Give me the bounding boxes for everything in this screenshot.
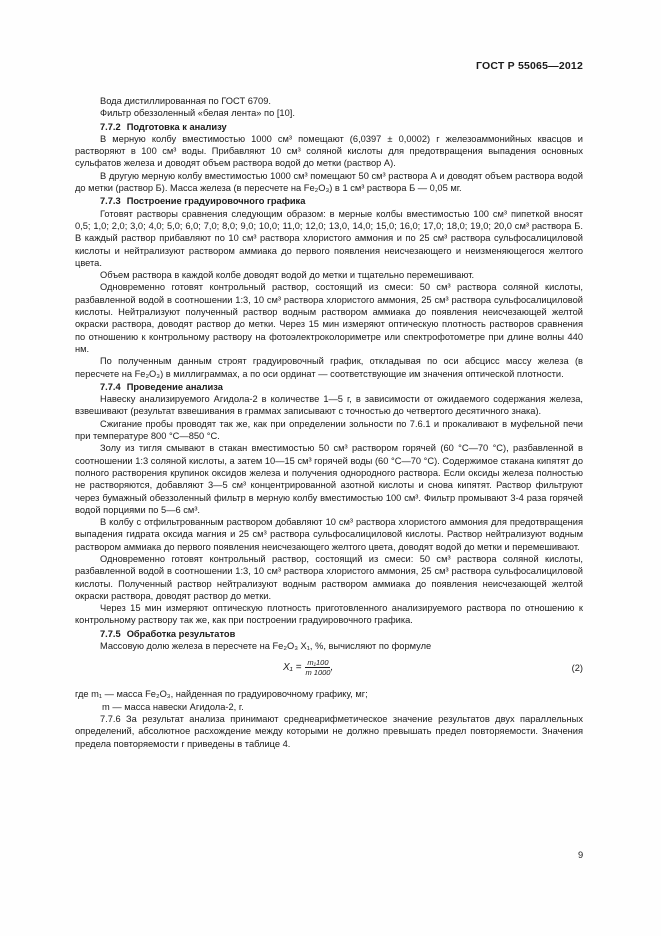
paragraph: По полученным данным строят градуировочный график, откладывая по оси абсцисс массу железа (в пересчете на Fe₂O₃) в миллиграммах, а по оси ординат — соответствующие им значения оптической плотности. [75, 356, 583, 379]
formula-numerator: m₁100 [307, 658, 329, 668]
paragraph: Фильтр обеззоленный «белая лента» по [10]. [100, 108, 295, 119]
paragraph: Готовят растворы сравнения следующим образом: в мерные колбы вместимостью 100 см³ пипеткой вносят 0,5; 1,0; 2,0; 3,0; 4,0; 5,0; 6,0; 7,0; 8,0; 9,0; 10,0; 11,0; 12,0; 13,0, 14,0; 15,0; 16,0; 17,0; 18,0; 19,0; 20,0 см³ раствора Б. В каждый раствор прибавляют по 10 см³ раствора хлористого аммония и по 25 см³ раствора сульфосалициловой кислоты и нейтрализуют раствором аммиака до первого появления неисчезающего и неизменяющегося желтого цвета. [75, 208, 583, 268]
variable-definitions [75, 688, 583, 713]
paragraph: Одновременно готовят контрольный раствор, состоящий из смеси: 50 см³ раствора соляной кислоты, разбавленной водой в соотношении 1:3, 10 см³ раствора хлористого аммония, 25 см³ раствора сульфосалициловой кислоты. Полученный раствор нейтрализуют водным раствором аммиака до появления неисчезающей желтой окраски раствора, доводят раствор до метки. [75, 553, 583, 601]
formula-punctuation: , [330, 661, 334, 673]
definition-line: где m₁ — масса Fe₂O₃, найденная по градуировочному графику, мг; [75, 689, 368, 700]
section-number: 7.7.4 [100, 381, 121, 392]
formula-lhs: X₁ = [283, 661, 302, 673]
standard-header: ГОСТ Р 55065—2012 [475, 60, 583, 72]
section-heading-7-7-3 [75, 195, 583, 207]
page-number: 9 [578, 850, 584, 860]
formula-denominator: m 1000 [305, 668, 331, 678]
paragraph: В другую мерную колбу вместимостью 1000 см³ помещают 50 см³ раствора А и доводят объем раствора водой до метки (раствор Б). Масса железа (в пересчете на Fe₂O₃) в 1 см³ раствора Б — 0,05 мг. [75, 170, 583, 194]
section-title: Подготовка к анализу [126, 121, 227, 132]
section-heading-7-7-2 [75, 121, 583, 133]
paragraph: В мерную колбу вместимостью 1000 см³ помещают (6,0397 ± 0,0002) г железоаммонийных квасцов и растворяют в 100 см³ воды. Прибавляют 10 см³ соляной кислоты для предотвращения выпадения основных сульфатов железа и доводят объем раствора водой до метки (раствор А). [75, 133, 583, 169]
section-number: 7.7.5 [100, 628, 121, 639]
section-number: 7.7.2 [100, 121, 121, 132]
paragraph: В колбу с отфильтрованным раствором добавляют 10 см³ раствора хлористого аммония для предотвращения выпадения гидрата оксида магния и 25 см³ раствора сульфосалициловой кислоты. Раствор нейтрализуют водным раствором аммиака до первого появления неисчезающего желтого цвета, доводят водой до метки и перемешивают. [75, 517, 583, 552]
section-heading-7-7-5 [75, 628, 583, 640]
section-title: Проведение анализа [126, 381, 223, 392]
paragraph: 7.7.6 За результат анализа принимают среднеарифметическое значение результатов двух параллельных определений, абсолютное расхождение между которыми не должно превышать предел повторяемости. Значения предела повторяемости r приведены в таблице 4. [75, 713, 583, 749]
paragraph: Массовую долю железа в пересчете на Fe₂O₃ X₁, %, вычисляют по формуле [100, 641, 432, 652]
section-number: 7.7.3 [100, 196, 121, 207]
section-title: Обработка результатов [126, 628, 236, 639]
paragraph: Вода дистиллированная по ГОСТ 6709. [100, 96, 271, 106]
equation-number: (2) [571, 663, 583, 674]
document-body [75, 95, 583, 750]
formula-fraction [305, 658, 330, 677]
paragraph: Через 15 мин измеряют оптическую плотность приготовленного анализируемого раствора по отношению к контрольному раствору так же, как при построении градуировочного графика. [75, 603, 583, 626]
paragraph: Сжигание пробы проводят так же, как при определении зольности по 7.6.1 и прокаливают в муфельной печи при температуре 800 °С—850 °С. [75, 418, 583, 442]
paragraph: Золу из тигля смывают в стакан вместимостью 50 см³ раствором горячей (60 °С—70 °С), разбавленной в соотношении 1:3 соляной кислоты, а затем 10—15 см³ горячей воды (60 °С—70 °С). Содержимое стакана кипятят до полного растворения крупинок оксидов железа и получения однородного раствора. Если оксиды железа полностью не растворяются, добавляют 3—5 см³ концентрированной азотной кислоты и снова кипятят. Раствор фильтруют через бумажный обеззоленный фильтр в мерную колбу вместимостью 100 см³. Фильтр промывают 3-4 раза горячей водой порциями по 5—6 см³. [75, 443, 583, 515]
definition-line: m — масса навески Агидола-2, г. [102, 701, 244, 712]
paragraph: Навеску анализируемого Агидола-2 в количестве 1—5 г, в зависимости от ожидаемого содержания железа, взвешивают (результат взвешивания в граммах записывают с точностью до четвертого десятичного знака). [75, 394, 583, 417]
paragraph: Одновременно готовят контрольный раствор, состоящий из смеси: 50 см³ раствора соляной кислоты, разбавленной водой в соотношении 1:3, 10 см³ раствора хлористого аммония, 25 см³ раствора сульфосалициловой кислоты. Нейтрализуют полученный раствор водным раствором аммиака до появления неисчезающей желтой окраски раствора, доводят раствор до метки. Через 15 мин измеряют оптическую плотность растворов сравнения по отношению к контрольному раствору на фотоэлектроколориметре или спектрофотометре при длине волны 440 нм. [75, 282, 583, 354]
section-heading-7-7-4 [75, 381, 583, 393]
section-title: Построение градуировочного графика [126, 196, 306, 207]
paragraph: Объем раствора в каждой колбе доводят водой до метки и тщательно перемешивают. [100, 270, 475, 281]
formula [283, 658, 333, 677]
formula-block [75, 654, 583, 688]
